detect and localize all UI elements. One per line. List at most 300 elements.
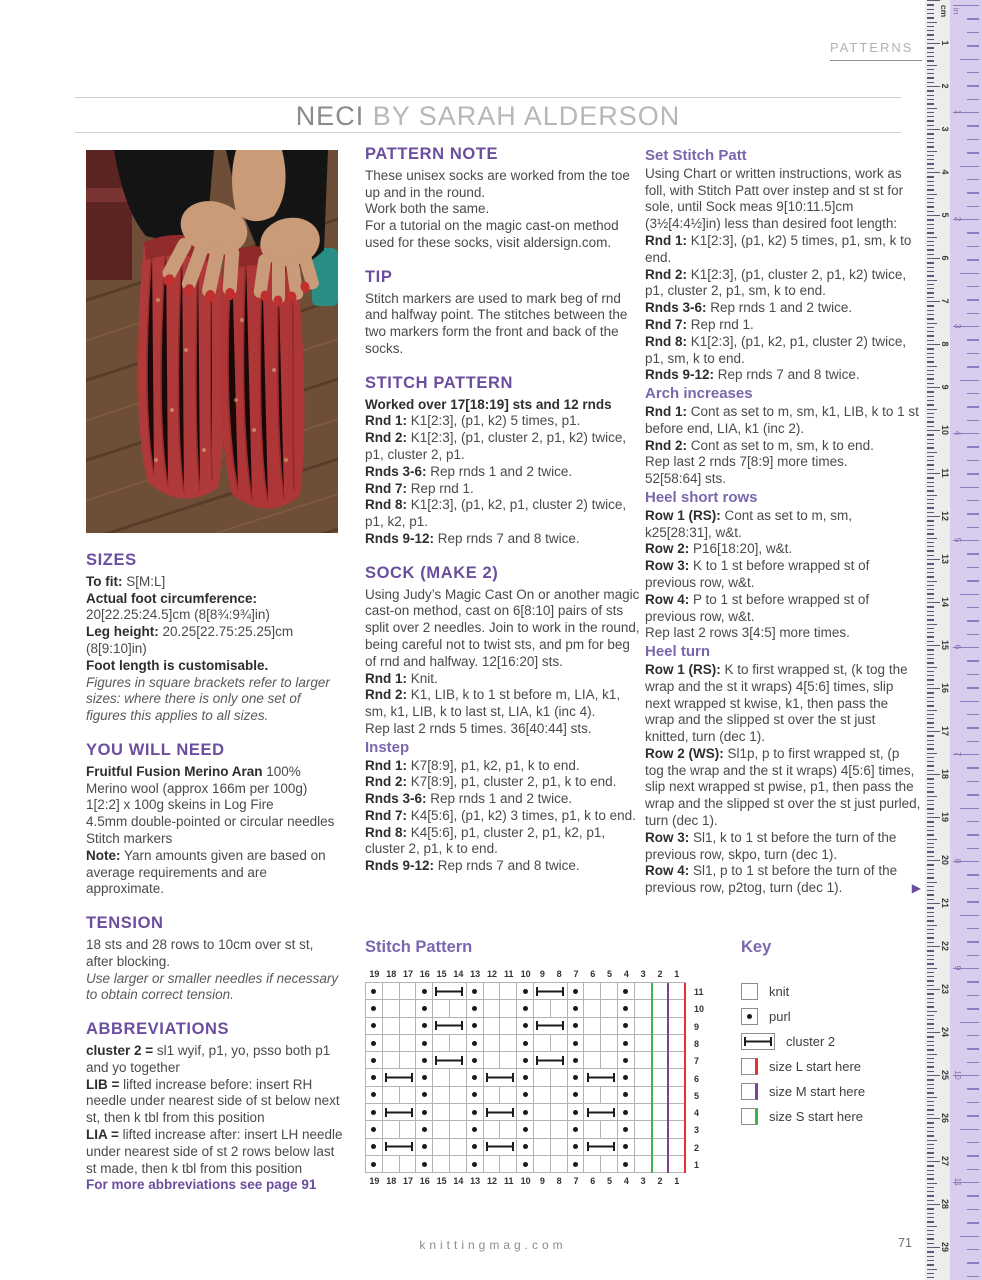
- section-heading: PATTERN NOTE: [365, 145, 499, 163]
- sock-photo: [86, 150, 338, 533]
- ruler-tick: [927, 185, 934, 186]
- text-run: K1[2:3], (p1, k2, p1, cluster 2) twice, p1, k2, p1.: [365, 497, 627, 530]
- section-heading: ABBREVIATIONS: [86, 1020, 230, 1039]
- ruler-tick: [967, 353, 979, 354]
- pattern-line: [645, 746, 921, 830]
- cluster2-symbol: [435, 1056, 463, 1065]
- page-header: [830, 40, 922, 61]
- ruler-tick: [927, 529, 934, 530]
- ruler-tick: [953, 5, 979, 6]
- ruler-tick: [927, 963, 934, 964]
- text-run: sl1 wyif, p1, yo, psso both p1 and yo together: [86, 1042, 331, 1075]
- ruler-cm-number: 28: [940, 1198, 950, 1209]
- ruler-tick: [960, 915, 979, 916]
- text-run: K4[5:6], p1, cluster 2, p1, k2, p1, cluster 2, p1, k to end.: [365, 824, 606, 857]
- purl-dot: [623, 1127, 628, 1132]
- pattern-line: [365, 481, 641, 498]
- purl-dot: [523, 1110, 528, 1115]
- ruler-cm-number: 9: [940, 384, 950, 390]
- ruler-tick: [927, 679, 934, 680]
- chart-row-label: 9: [694, 1021, 700, 1032]
- ruler-cm-number: 29: [940, 1241, 950, 1252]
- ruler-tick: [927, 563, 934, 564]
- ruler-tick: [927, 692, 934, 693]
- ruler-tick: [927, 1011, 937, 1012]
- text-run: Use larger or smaller needles if necessary to obtain correct tension.: [86, 970, 339, 1003]
- cluster2-key-icon: [741, 1033, 775, 1050]
- chart-cell-purl: [416, 1035, 433, 1052]
- chart-cell-knit: [668, 1000, 685, 1017]
- chart-cell-cluster2: [383, 1069, 417, 1086]
- ruler-tick: [927, 340, 934, 341]
- ruler-tick: [927, 69, 934, 70]
- ruler-tick: [927, 929, 934, 930]
- ruler-tick: [927, 1144, 934, 1145]
- ruler-tick: [967, 1169, 979, 1170]
- ruler-tick: [927, 409, 937, 410]
- key-item: [741, 1029, 921, 1054]
- chart-row: [366, 1069, 686, 1086]
- text-run: K1[2:3], (p1, k2) 5 times, p1.: [407, 413, 581, 429]
- ruler-tick: [927, 1277, 934, 1278]
- ruler-tick: [927, 1213, 934, 1214]
- purl-dot: [472, 1110, 477, 1115]
- chart-column-label: 19: [369, 969, 380, 979]
- ruler-tick: [927, 1170, 934, 1171]
- chart-row-label: 2: [694, 1142, 700, 1153]
- chart-cell-knit: [668, 1087, 685, 1104]
- ruler-tick: [967, 1209, 979, 1210]
- chart-cell-knit: [635, 1121, 652, 1138]
- purl-dot: [523, 1092, 528, 1097]
- ruler-cm-number: 7: [940, 298, 950, 304]
- ruler-cm-number: 24: [940, 1026, 950, 1037]
- text-run: LIB =: [86, 1076, 120, 1092]
- cluster2-symbol: [536, 1021, 564, 1030]
- ruler-tick: [927, 1041, 934, 1042]
- text-run: Rnd 8:: [645, 333, 687, 349]
- ruler-tick: [927, 538, 937, 539]
- footer-website: knittingmag.com: [419, 1238, 567, 1252]
- ruler-tick: [927, 245, 934, 246]
- ruler-tick: [967, 206, 979, 207]
- key-label: knit: [769, 984, 790, 999]
- pattern-line: [365, 721, 641, 738]
- purl-dot: [573, 1092, 578, 1097]
- chart-cell-knit: [635, 1018, 652, 1035]
- sub-heading: Instep: [365, 738, 410, 756]
- ruler-cm-number: 15: [940, 639, 950, 650]
- column-right: [645, 146, 921, 897]
- text-run: Rnds 3-6:: [365, 463, 427, 479]
- chart-cell-knit: [534, 1087, 551, 1104]
- ruler-tick: [927, 516, 940, 517]
- ruler-tick: [927, 942, 934, 943]
- chart-row: [366, 1052, 686, 1069]
- purl-dot: [472, 1144, 477, 1149]
- ruler-inch-number: 6: [953, 644, 963, 650]
- ruler-tick: [927, 417, 934, 418]
- ruler-tick: [927, 211, 934, 212]
- purl-dot: [523, 1144, 528, 1149]
- text-run: P to 1 st before wrapped st of previous row, w&t.: [645, 591, 870, 624]
- purl-dot: [623, 1006, 628, 1011]
- ruler-tick: [927, 30, 934, 31]
- ruler-tick: [927, 1234, 934, 1235]
- chart-cell-cluster2: [584, 1069, 618, 1086]
- ruler-inch-number: 5: [953, 537, 963, 543]
- ruler-tick: [927, 1015, 934, 1016]
- ruler-tick: [927, 241, 934, 242]
- purl-dot: [573, 1041, 578, 1046]
- chart-cell-knit: [534, 1156, 551, 1173]
- purl-dot: [371, 1127, 376, 1132]
- ruler-tick: [927, 357, 934, 358]
- pattern-line: [365, 531, 641, 548]
- ruler-tick: [927, 968, 937, 969]
- chart-row: [366, 1104, 686, 1121]
- chart-cell-purl: [568, 1069, 585, 1086]
- pattern-line: [86, 971, 344, 1005]
- purl-dot: [573, 1058, 578, 1063]
- text-run: To fit:: [86, 573, 123, 589]
- ruler-tick: [927, 826, 934, 827]
- ruler-tick: [967, 45, 979, 46]
- purl-dot: [371, 1110, 376, 1115]
- chart-cell-purl: [467, 1121, 484, 1138]
- pattern-line: [365, 430, 641, 464]
- key-title: Key: [741, 938, 772, 956]
- ruler-tick: [927, 671, 934, 672]
- knit-key-icon: [741, 983, 758, 1000]
- chart-cell-knit: [652, 1139, 669, 1156]
- ruler-tick: [927, 490, 934, 491]
- purl-dot: [623, 1092, 628, 1097]
- text-run: Actual foot circumference:: [86, 590, 258, 606]
- purl-dot: [623, 1075, 628, 1080]
- chart-column-label: 4: [623, 1176, 629, 1187]
- ruler-tick: [927, 194, 937, 195]
- text-run: 52[58:64] sts.: [645, 471, 727, 487]
- ruler-tick: [927, 589, 934, 590]
- ruler-tick: [927, 1178, 934, 1179]
- chart-column-label: 19: [369, 1176, 380, 1187]
- ruler-tick: [927, 323, 937, 324]
- ruler-tick: [927, 989, 940, 990]
- section-heading: TIP: [365, 267, 393, 286]
- text-run: Stitch markers: [86, 830, 173, 846]
- text-run: K1[2:3], (p1, cluster 2, p1, k2) twice, p1, cluster 2, p1.: [365, 430, 627, 462]
- ruler-tick: [927, 396, 934, 397]
- pattern-line: [86, 831, 344, 848]
- ruler-tick: [927, 181, 934, 182]
- chart-cell-knit: [433, 1035, 450, 1052]
- chart-cell-knit: [551, 1104, 568, 1121]
- chart-column-label: 12: [486, 1176, 497, 1187]
- purl-dot: [472, 1075, 477, 1080]
- chart-column-label: 16: [419, 1176, 430, 1187]
- ruler-tick: [927, 90, 934, 91]
- size-start-key-icon: [741, 1108, 758, 1125]
- chart-cell-knit: [400, 1156, 417, 1173]
- ruler-tick: [927, 112, 934, 113]
- text-run: K to first wrapped st, (k tog the wrap and the st it wraps) 4[5:6] times, slip next wrapped st kwise, k1, then pass the wrap and the slipped st over the st just knitted, turn (dec 1).: [645, 661, 908, 745]
- chart-cell-purl: [568, 1018, 585, 1035]
- ruler-tick: [927, 645, 940, 646]
- pattern-line: [365, 758, 641, 775]
- ruler-tick: [927, 606, 934, 607]
- chart-row: [366, 1156, 686, 1173]
- text-run: K to 1 st before wrapped st of previous row, w&t.: [645, 558, 870, 590]
- ruler-tick: [927, 189, 934, 190]
- ruler-tick: [927, 1097, 937, 1098]
- ruler-tick: [927, 1006, 934, 1007]
- chart-cell-knit: [400, 1087, 417, 1104]
- text-run: For more abbreviations see page 91: [86, 1177, 317, 1193]
- chart-column-label: 10: [520, 1176, 531, 1187]
- chart-cell-purl: [517, 1069, 534, 1086]
- text-run: Rnd 8:: [365, 497, 407, 513]
- ruler-cm-number: 10: [940, 424, 950, 435]
- pattern-line: [645, 592, 921, 626]
- purl-dot: [573, 1127, 578, 1132]
- cluster2-symbol: [385, 1142, 413, 1151]
- chart-column-label: 5: [607, 1176, 613, 1187]
- ruler-tick: [927, 894, 934, 895]
- chart-cell-knit: [601, 1121, 618, 1138]
- purl-dot: [422, 1006, 427, 1011]
- ruler-tick: [927, 383, 934, 384]
- chart-cell-knit: [450, 1156, 467, 1173]
- ruler-tick: [927, 1071, 934, 1072]
- ruler-tick: [927, 950, 934, 951]
- ruler-tick: [927, 335, 934, 336]
- ruler-tick: [927, 714, 934, 715]
- purl-dot: [523, 1006, 528, 1011]
- ruler-tick: [927, 1028, 934, 1029]
- purl-dot: [371, 1023, 376, 1028]
- chart-cell-knit: [652, 1104, 669, 1121]
- ruler-cm-number: 16: [940, 682, 950, 693]
- chart-cell-knit: [551, 1000, 568, 1017]
- pattern-line: [365, 218, 641, 252]
- ruler-tick: [927, 1148, 934, 1149]
- chart-cell-purl: [416, 1087, 433, 1104]
- chart-column-label: 12: [486, 969, 497, 979]
- chart-cell-knit: [551, 1139, 568, 1156]
- chart-cell-purl: [568, 1087, 585, 1104]
- ruler-tick: [927, 370, 934, 371]
- pattern-line: [86, 607, 344, 624]
- text-run: Rep rnd 1.: [687, 316, 754, 332]
- chart-cell-knit: [433, 1139, 450, 1156]
- ruler-tick: [927, 1023, 934, 1024]
- purl-dot: [472, 1162, 477, 1167]
- text-run: Sl1, k to 1 st before the turn of the previous row, skpo, turn (dec 1).: [645, 829, 897, 862]
- chart-cell-purl: [618, 1087, 635, 1104]
- chart-cell-purl: [467, 1035, 484, 1052]
- ruler-tick: [960, 166, 979, 167]
- ruler-tick: [927, 95, 934, 96]
- chart-column-label: 11: [504, 1176, 514, 1187]
- ruler-cm-number: 12: [940, 510, 950, 521]
- ruler-tick: [927, 1251, 934, 1252]
- pattern-line: [645, 404, 921, 438]
- chart-cell-knit: [433, 1156, 450, 1173]
- ruler-tick: [927, 546, 934, 547]
- ruler-tick: [967, 687, 979, 688]
- ruler-tick: [967, 1048, 979, 1049]
- ruler-tick: [927, 839, 937, 840]
- chart-column-label: 6: [590, 969, 596, 979]
- ruler-tick: [967, 821, 979, 822]
- ruler-tick: [927, 1075, 940, 1076]
- chart-cell-knit: [601, 983, 618, 1000]
- ruler-tick: [927, 520, 934, 521]
- chart-column-label: 10: [520, 969, 531, 979]
- text-run: Rep last 2 rnds 5 times. 36[40:44] sts.: [365, 720, 592, 736]
- chart-cell-purl: [618, 1052, 635, 1069]
- purl-dot: [422, 1023, 427, 1028]
- text-run: 20.25[22.75:25.25]cm (8[9:10]in): [86, 624, 294, 656]
- ruler-tick: [967, 794, 979, 795]
- chart-cell-knit: [652, 983, 669, 1000]
- chart-cell-purl: [416, 1052, 433, 1069]
- ruler-tick: [967, 580, 979, 581]
- pattern-line: [365, 808, 641, 825]
- chart-cell-knit: [400, 1052, 417, 1069]
- ruler-tick: [967, 1249, 979, 1250]
- ruler-tick: [927, 133, 934, 134]
- ruler-tick: [927, 413, 934, 414]
- chart-cell-knit: [584, 1121, 601, 1138]
- text-run: cluster 2 =: [86, 1042, 154, 1058]
- size-start-line: [667, 983, 669, 1173]
- chart-cell-knit: [484, 1000, 501, 1017]
- ruler-tick: [967, 1008, 979, 1009]
- ruler-tick: [960, 594, 979, 595]
- ruler-tick: [967, 888, 979, 889]
- ruler-tick: [967, 1062, 979, 1063]
- chart-cell-knit: [534, 1104, 551, 1121]
- chart-cell-purl: [618, 1156, 635, 1173]
- ruler-tick: [927, 722, 934, 723]
- text-run: K1, LIB, k to 1 st before m, LIA, k1, sm, k1, LIB, k to last st, LIA, k1 (inc 4).: [365, 687, 621, 720]
- chart-cell-purl: [618, 1000, 635, 1017]
- pattern-line: [365, 497, 641, 531]
- chart-cell-knit: [534, 1069, 551, 1086]
- purl-dot: [472, 1041, 477, 1046]
- ruler-inch-number: 7: [953, 751, 963, 757]
- ruler-tick: [927, 791, 934, 792]
- chart-cell-knit: [551, 1069, 568, 1086]
- chart-column-labels-bottom: [365, 1176, 725, 1186]
- chart-cell-knit: [383, 1018, 400, 1035]
- pattern-line: [365, 397, 641, 414]
- key-item: [741, 1054, 921, 1079]
- chart-cell-knit: [668, 1121, 685, 1138]
- purl-dot: [523, 1162, 528, 1167]
- pattern-line: [86, 797, 344, 814]
- ruler-tick: [927, 568, 934, 569]
- chart-cell-knit: [534, 1121, 551, 1138]
- ruler-tick: [927, 331, 934, 332]
- chart-cell-knit: [484, 1018, 501, 1035]
- chart-cell-knit: [383, 1087, 400, 1104]
- ruler-tick: [927, 765, 934, 766]
- chart-cell-purl: [618, 1018, 635, 1035]
- text-run: Rnds 9-12:: [365, 858, 435, 874]
- chart-column-label: 5: [607, 969, 613, 979]
- ruler-tick: [927, 1131, 934, 1132]
- chart-cell-knit: [400, 1035, 417, 1052]
- purl-dot: [371, 1058, 376, 1063]
- pattern-line: [86, 764, 344, 798]
- pattern-line: [365, 587, 641, 671]
- ruler-tick: [927, 525, 934, 526]
- ruler-tick: [967, 1155, 979, 1156]
- chart-row: [366, 1139, 686, 1156]
- ruler-tick: [927, 477, 934, 478]
- chart-title: Stitch Pattern: [365, 938, 473, 956]
- ruler-cm-number: 27: [940, 1155, 950, 1166]
- text-run: Rep last 2 rnds 7[8:9] more times.: [645, 454, 848, 470]
- chart-row-label: 4: [694, 1108, 700, 1119]
- ruler-tick: [967, 393, 979, 394]
- ruler-tick: [967, 460, 979, 461]
- chart-cell-knit: [450, 1000, 467, 1017]
- ruler-inch-number: 4: [953, 430, 963, 436]
- ruler-tick: [927, 495, 937, 496]
- ruler-tick: [927, 821, 934, 822]
- text-run: Row 3:: [645, 829, 690, 845]
- ruler-tick: [927, 985, 934, 986]
- ruler-tick: [927, 602, 940, 603]
- sub-heading: Arch increases: [645, 385, 753, 403]
- chart-cell-knit: [635, 1139, 652, 1156]
- ruler-tick: [967, 259, 979, 260]
- pattern-line: [365, 464, 641, 481]
- purl-dot: [623, 1041, 628, 1046]
- column-middle: [365, 146, 641, 875]
- ruler-tick: [927, 1036, 934, 1037]
- ruler-tick: [967, 232, 979, 233]
- ruler-cm-number: 4: [940, 169, 950, 175]
- ruler-tick: [927, 1187, 934, 1188]
- ruler-tick: [927, 503, 934, 504]
- ruler-cm-number: 23: [940, 983, 950, 994]
- purl-dot: [523, 1075, 528, 1080]
- chart-cell-purl: [416, 1156, 433, 1173]
- chart-row-label: 10: [694, 1004, 705, 1015]
- chart-cell-knit: [400, 983, 417, 1000]
- ruler-tick: [927, 22, 937, 23]
- column-left: [86, 552, 344, 1194]
- ruler-tick: [927, 249, 934, 250]
- ruler-tick: [967, 1088, 979, 1089]
- purl-dot: [523, 989, 528, 994]
- ruler-tick: [927, 705, 934, 706]
- text-run: 20[22.25:24.5]cm (8[8¾:9¾]in): [86, 607, 270, 623]
- chart-column-label: 15: [436, 969, 447, 979]
- ruler-tick: [927, 688, 940, 689]
- text-run: Cont as set to m, sm, k to end.: [687, 437, 874, 453]
- chart-cell-knit: [635, 1069, 652, 1086]
- chart-cell-knit: [635, 983, 652, 1000]
- ruler-tick: [960, 487, 979, 488]
- text-run: Figures in square brackets refer to larger sizes: where there is only one set of figures this applies to all sizes.: [86, 674, 330, 724]
- ruler-tick: [967, 446, 979, 447]
